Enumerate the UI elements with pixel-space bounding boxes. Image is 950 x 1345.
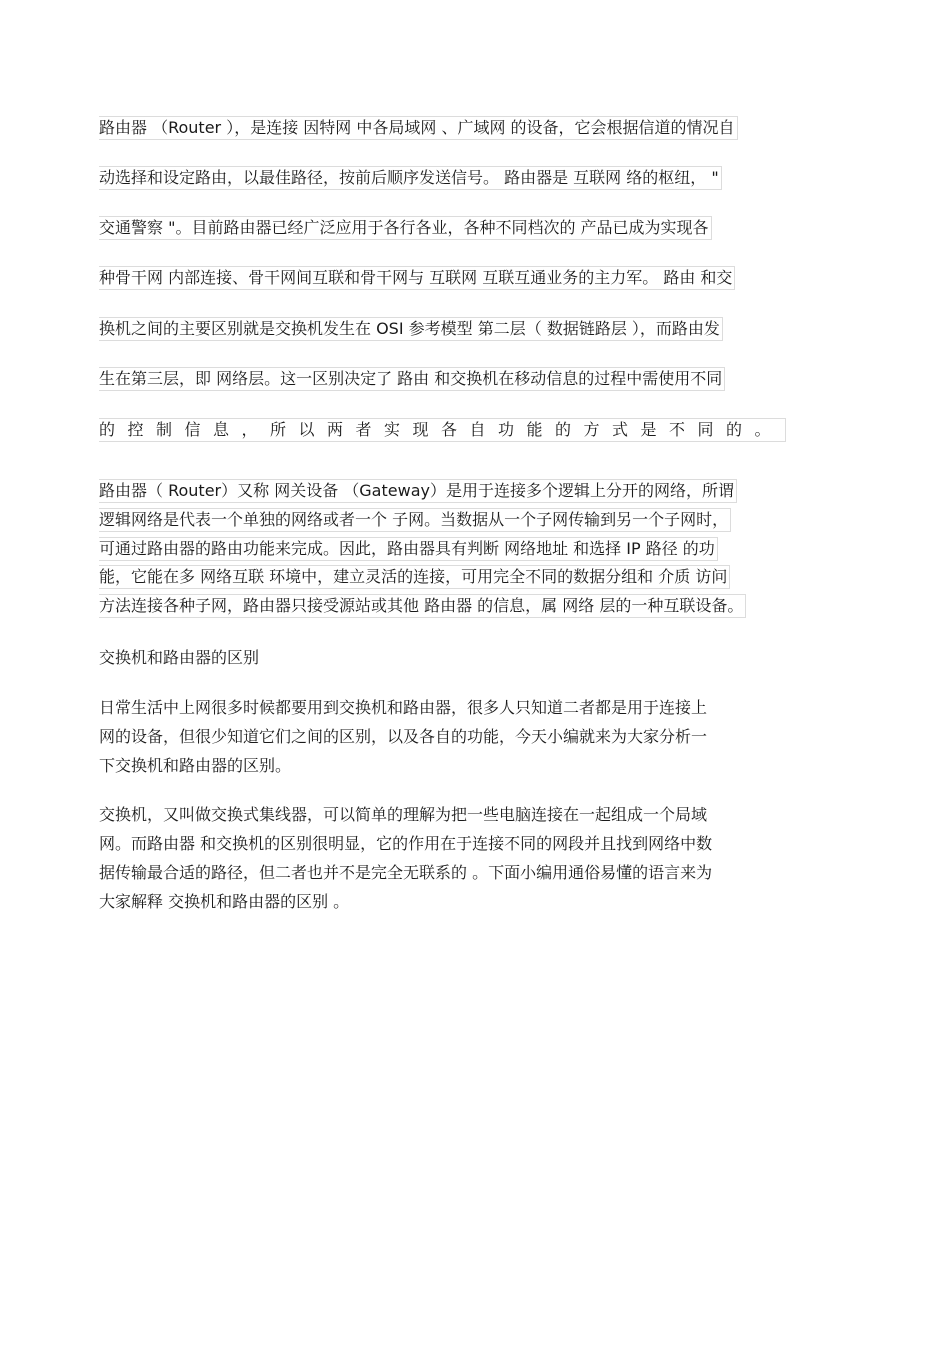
paragraph-line: 网的设备，但很少知道它们之间的区别，以及各自的功能，今天小编就来为大家分析一	[99, 727, 708, 746]
paragraph-line: 逻辑网络是代表一个单独的网络或者一个 子网。当数据从一个子网传输到另一个子网时，	[99, 508, 731, 532]
paragraph-line: 动选择和设定路由，以最佳路径，按前后顺序发送信号。 路由器是 互联网 络的枢纽， "	[99, 166, 722, 190]
paragraph-line: 的控制信息，所以两者实现各自功能的方式是不同的。	[99, 418, 786, 442]
paragraph-line: 可通过路由器的路由功能来完成。因此，路由器具有判断 网络地址 和选择 IP 路径 的功	[99, 537, 718, 561]
paragraph-line: 交换机，又叫做交换式集线器，可以简单的理解为把一些电脑连接在一起组成一个局域	[99, 805, 708, 824]
paragraph-line: 路由器 （Router ），是连接 因特网 中各局域网 、广域网 的设备，它会根据信道的情况自	[99, 116, 738, 140]
paragraph-line: 大家解释 交换机和路由器的区别 。	[99, 892, 350, 911]
paragraph-line: 方法连接各种子网，路由器只接受源站或其他 路由器 的信息，属 网络 层的一种互联设备。	[99, 594, 746, 618]
paragraph-line: 日常生活中上网很多时候都要用到交换机和路由器，很多人只知道二者都是用于连接上	[99, 698, 708, 717]
paragraph-line: 网。而路由器 和交换机的区别很明显，它的作用在于连接不同的网段并且找到网络中数	[99, 834, 713, 853]
paragraph-line: 交通警察 "。目前路由器已经广泛应用于各行各业，各种不同档次的 产品已成为实现各	[99, 216, 712, 240]
paragraph-line: 生在第三层，即 网络层。这一区别决定了 路由 和交换机在移动信息的过程中需使用不同	[99, 367, 725, 391]
paragraph-line: 路由器（ Router）又称 网关设备 （Gateway）是用于连接多个逻辑上分开的网络，所谓	[99, 479, 737, 503]
paragraph-line: 种骨干网 内部连接、骨干网间互联和骨干网与 互联网 互联互通业务的主力军。 路由 和交	[99, 266, 735, 290]
paragraph-line: 换机之间的主要区别就是交换机发生在 OSI 参考模型 第二层（ 数据链路层 ），而路由发	[99, 317, 723, 341]
paragraph-line: 据传输最合适的路径，但二者也并不是完全无联系的 。下面小编用通俗易懂的语言来为	[99, 863, 713, 882]
paragraph-line: 能，它能在多 网络互联 环境中，建立灵活的连接，可用完全不同的数据分组和 介质 访问	[99, 565, 730, 589]
section-heading: 交换机和路由器的区别	[99, 648, 260, 667]
paragraph-line: 下交换机和路由器的区别。	[99, 756, 292, 775]
